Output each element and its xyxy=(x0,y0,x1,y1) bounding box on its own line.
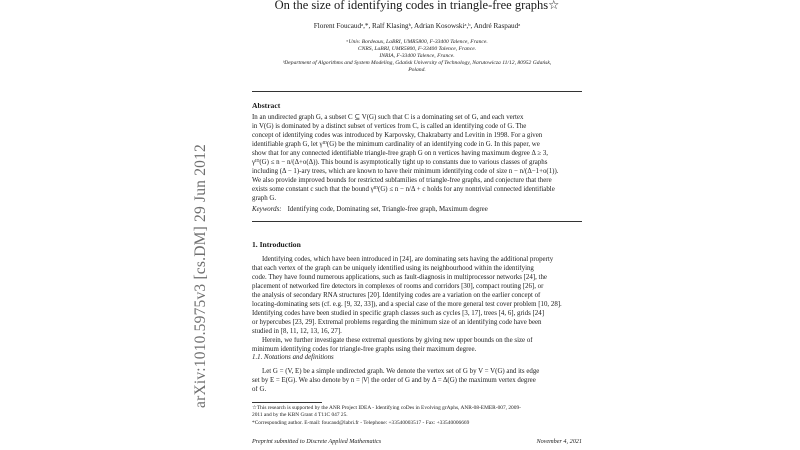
keywords-label: Keywords: xyxy=(252,206,282,213)
section-heading: 1. Introduction xyxy=(252,240,301,249)
intro-line: or hypercubes [23, 29]. Extremal problems regarding the minimum size of an identifying code have been xyxy=(252,319,542,326)
abstract-line: γᴵᴰ(G) ≤ n − n/(Δ+o(Δ)). This bound is asymptotically tight up to constants due to various classes of graphs xyxy=(252,159,548,166)
affiliation-5: Poland. xyxy=(408,67,426,73)
abstract-line: including (Δ − 1)-ary trees, which are known to have their minimum identifying code of size n − n/(Δ−1+o(1)). xyxy=(252,168,559,175)
intro-line: that each vertex of the graph can be uniquely identified using its neighbourhood within the identifying xyxy=(252,265,534,272)
author-list: Florent Foucaudᵃ,*, Ralf Klasingᵇ, Adrian Kosowskiᵃ,ᵇ, André Raspaudᵃ xyxy=(313,22,521,30)
intro-line: Identifying codes have been studied in specific graph classes such as cycles [3, 17], trees [4, 6], grids [24] xyxy=(252,310,544,317)
intro-line: Herein, we further investigate these extremal questions by giving new upper bounds on the size of xyxy=(262,337,533,344)
footnote-line: *Corresponding author. E-mail: foucaud@labri.fr - Telephone: +33540003517 - Fax: +33540006669 xyxy=(252,420,470,426)
abstract-line: We also provide improved bounds for restricted subfamilies of triangle-free graphs, and conjecture that there xyxy=(252,177,552,184)
intro-line: locating-dominating sets (cf. e.g. [9, 32, 33]), and a special case of the more general test cover problem [10, 28]. xyxy=(252,301,562,308)
intro-line: placement of networked fire detectors in complexes of rooms and corridors [30], compact routing [26], or xyxy=(252,283,544,290)
abstract-line: In an undirected graph G, a subset C ⊆ V(G) such that C is a dominating set of G, and each vertex xyxy=(252,114,524,121)
intro-line: the analysis of secondary RNA structures [20]. Identifying codes are a variation on the earlier concept of xyxy=(252,292,541,299)
abstract-line: graph G. xyxy=(252,195,277,202)
subsection-heading: 1.1. Notations and definitions xyxy=(252,354,334,361)
abstract-line: exists some constant c such that the bound γᴵᴰ(G) ≤ n − n/Δ + c holds for any nontrivial connected identifiable xyxy=(252,186,555,193)
abstract-line: concept of identifying codes was introduced by Karpovsky, Chakrabarty and Levitin in 1998. For a given xyxy=(252,132,543,139)
intro-line: code. They have found numerous applications, such as fault-diagnosis in multiprocessor networks [24], the xyxy=(252,274,547,281)
affiliation-3: INRIA, F-33400 Talence, France. xyxy=(379,53,455,59)
footnote-line: ☆This research is supported by the ANR Project IDEA - Identifying coDes in Evolving grAphs, ANR-08-EMER-007, 2009- xyxy=(252,405,521,411)
abstract-top-rule xyxy=(252,91,582,92)
keywords-text: Identifying code, Dominating set, Triangle-free graph, Maximum degree xyxy=(287,206,488,213)
keywords-row xyxy=(252,206,582,213)
abstract-line: identifiable graph G, let γᴵᴰ(G) be the minimum cardinality of an identifying code in G. In this paper, we xyxy=(252,141,540,148)
affiliation-4: ᵇDepartment of Algorithms and System Modeling, Gdańsk University of Technology, Narutowicza 11/12, 80952 Gdańsk, xyxy=(282,60,552,66)
intro-line: minimum identifying codes for triangle-free graphs using their maximum degree. xyxy=(252,346,477,353)
affiliation-2: CNRS, LaBRI, UMR5800, F-33400 Talence, France. xyxy=(357,46,477,52)
preprint-date: November 4, 2021 xyxy=(536,438,582,445)
abstract-line: in V(G) is dominated by a distinct subset of vertices from C, is called an identifying code of G. The xyxy=(252,123,527,130)
footnote-line: 2011 and by the KBN Grant 4 T11C 047 25. xyxy=(252,412,348,418)
notation-line: set by E = E(G). We also denote by n = |V| the order of G and by Δ = Δ(G) the maximum vertex degree xyxy=(252,377,536,384)
intro-line: Identifying codes, which have been introduced in [24], are dominating sets having the additional property xyxy=(262,256,554,263)
abstract-heading: Abstract xyxy=(252,101,281,110)
preprint-note: Preprint submitted to Discrete Applied Mathematics xyxy=(252,438,382,445)
affiliation-1: ᵃUniv. Bordeaux, LaBRI, UMR5800, F-33400 Talence, France. xyxy=(346,39,488,45)
paper-title: On the size of identifying codes in triangle-free graphs☆ xyxy=(274,0,560,12)
intro-line: studied in [8, 11, 12, 13, 16, 27]. xyxy=(252,328,342,335)
abstract-line: show that for any connected identifiable triangle-free graph G on n vertices having maximum degree Δ ≥ 3, xyxy=(252,150,548,157)
notation-line: Let G = (V, E) be a simple undirected graph. We denote the vertex set of G by V = V(G) and its edge xyxy=(262,368,540,375)
footnote-rule xyxy=(252,402,322,403)
abstract-bottom-rule xyxy=(252,221,582,222)
notation-line: of G. xyxy=(252,386,267,393)
arxiv-stamp[interactable]: arXiv:1010.5975v3 [cs.DM] 29 Jun 2012 xyxy=(192,144,209,408)
